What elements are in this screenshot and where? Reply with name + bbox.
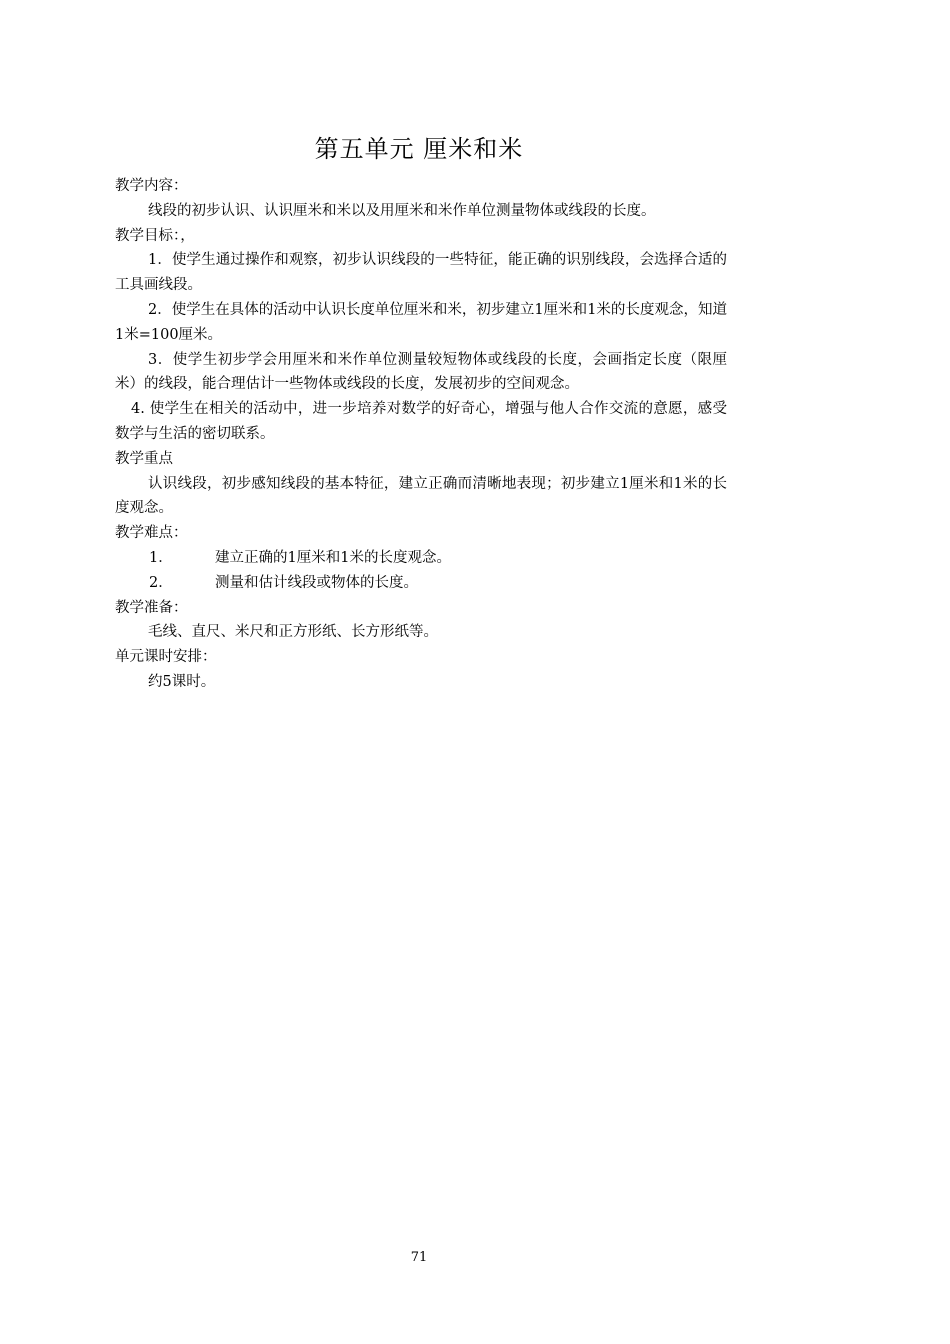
prep-text: 毛线、直尺、米尺和正方形纸、长方形纸等。 [148, 624, 438, 641]
goal-item-4: 4. 使学生在相关的活动中，进一步培养对数学的好奇心，增强与他人合作交流的意愿，感受数学与生活的密切联系。 [115, 401, 727, 442]
difficulty-number: 1． [149, 549, 173, 566]
page-title: 第五单元 厘米和米 [314, 135, 524, 163]
difficulty-number: 2． [149, 574, 173, 591]
goal-item-2: 2．使学生在具体的活动中认识长度单位厘米和米，初步建立1厘米和1米的长度观念，知道1米=100厘米。 [115, 301, 727, 343]
difficulty-text: 测量和估计线段或物体的长度。 [215, 574, 418, 591]
difficulty-text: 建立正确的1厘米和1米的长度观念。 [215, 549, 451, 566]
page-number: 71 [410, 1250, 428, 1265]
goal-item-1: 1．使学生通过操作和观察，初步认识线段的一些特征，能正确的识别线段，会选择合适的工具画线段。 [115, 252, 727, 294]
schedule-text: 约5课时。 [148, 673, 216, 690]
goal-item-3: 3．使学生初步学会用厘米和米作单位测量较短物体或线段的长度，会画指定长度（限厘米）的线段，能合理估计一些物体或线段的长度，发展初步的空间观念。 [115, 351, 727, 393]
prep-heading: 教学准备： [115, 599, 188, 616]
content-heading: 教学内容： [115, 178, 188, 194]
difficulty-heading: 教学难点： [115, 525, 188, 542]
document-body [115, 174, 727, 695]
key-heading: 教学重点 [115, 450, 173, 467]
content-text: 线段的初步认识、认识厘米和米以及用厘米和米作单位测量物体或线段的长度。 [148, 202, 656, 219]
difficulty-item-2 [115, 571, 727, 596]
difficulty-item-1 [115, 546, 727, 571]
schedule-heading: 单元课时安排： [115, 649, 217, 666]
goals-heading: 教学目标：， [115, 227, 195, 244]
key-text: 认识线段，初步感知线段的基本特征，建立正确而清晰地表现；初步建立1厘米和1米的长度观念。 [115, 475, 727, 517]
